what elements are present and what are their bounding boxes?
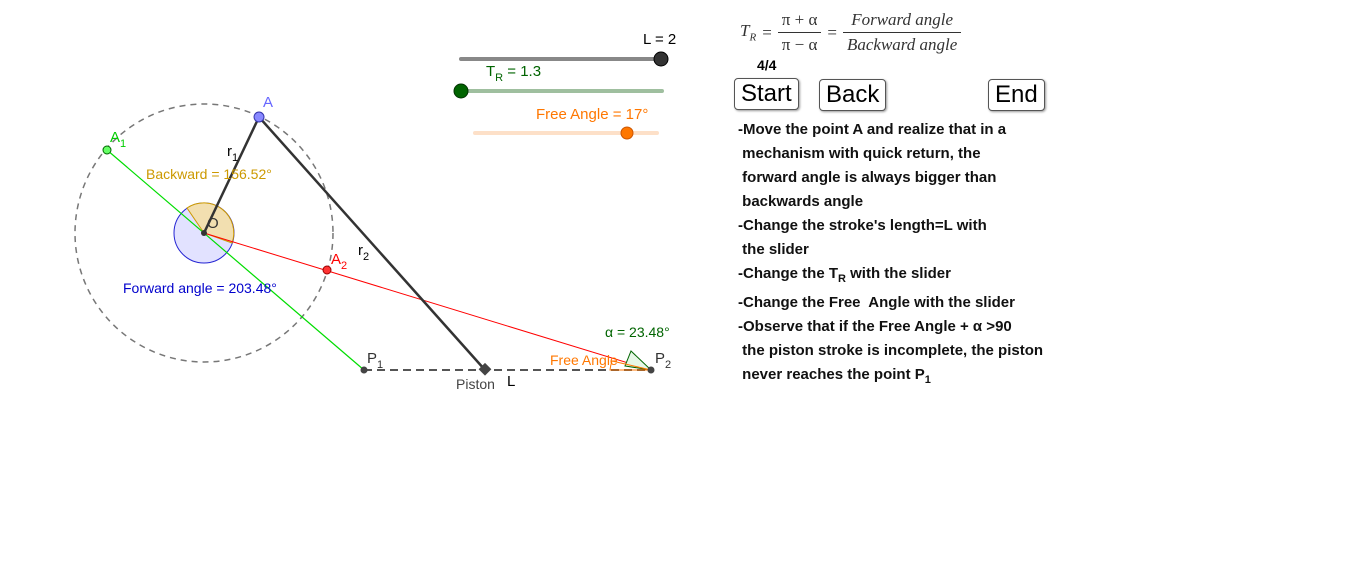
instruction-line: -Change the Free Angle with the slider [738,294,1015,311]
instruction-line: the piston stroke is incomplete, the piston [738,342,1044,359]
label-A: A [263,94,274,111]
tr-formula [740,10,967,55]
formula-den-1: π − α [778,32,822,55]
label-O: O [207,215,219,232]
point-P2 [648,367,655,374]
formula-den-2: Backward angle [843,32,961,55]
instruction-line: the slider [738,241,809,258]
instruction-line: mechanism with quick return, the [738,145,981,162]
label-L: L [507,373,516,390]
instruction-line: -Move the point A and realize that in a [738,121,1007,138]
label-forward-angle: Forward angle = 203.48° [123,280,277,296]
point-A1 [103,146,111,154]
instruction-line: -Observe that if the Free Angle + α >90 [738,318,1012,335]
point-P1 [361,367,368,374]
slider-L[interactable] [461,31,676,66]
instruction-line: backwards angle [738,193,864,210]
slider-free-angle[interactable] [475,106,657,139]
formula-fraction-angles [843,10,961,55]
rod-r2 [259,117,485,370]
line-A1-P1 [107,150,364,370]
label-P2: $P_2$ [655,350,672,371]
label-P1: $P_1$ [367,350,384,371]
label-A1: $A_1$ [110,129,127,150]
page-counter: 4/4 [757,57,777,73]
slider-TR[interactable] [454,63,662,98]
label-r2: $r_2$ [358,242,370,263]
label-A2: $A_2$ [331,251,348,272]
end-button[interactable]: End [988,79,1045,111]
formula-eq-1: = [762,22,772,42]
label-piston: Piston [456,376,495,392]
instruction-line: -Change the $T_R$ with the slider [738,265,951,285]
formula-eq-2: = [827,22,837,42]
start-button[interactable]: Start [734,78,799,110]
formula-num-2: Forward angle [851,10,954,29]
label-alpha: α = 23.48° [605,324,670,340]
slider-free-angle-label: Free Angle = 17° [536,106,649,123]
point-A2 [323,266,331,274]
formula-lhs: $T_R$ [740,21,757,44]
instruction-line: never reaches the point $P_1$ [738,366,931,386]
point-A[interactable] [254,112,264,122]
instruction-line: -Change the stroke's length=L with [738,217,987,234]
label-backward-angle: Backward = 156.52° [146,166,272,182]
instructions [738,118,1043,392]
formula-num-1: π + α [781,10,818,29]
slider-TR-handle[interactable] [454,84,468,98]
label-r1: $r_1$ [227,143,239,164]
formula-fraction-alpha [778,10,822,55]
instruction-line: forward angle is always bigger than [738,169,997,186]
slider-L-label: L = 2 [643,31,677,48]
slider-TR-label: $T_R = 1.3$ [486,63,542,84]
slider-free-angle-handle[interactable] [621,127,633,139]
label-free-angle: Free Angle [550,352,618,368]
back-button[interactable]: Back [819,79,886,111]
slider-L-handle[interactable] [654,52,668,66]
line-O-P2 [204,233,651,370]
